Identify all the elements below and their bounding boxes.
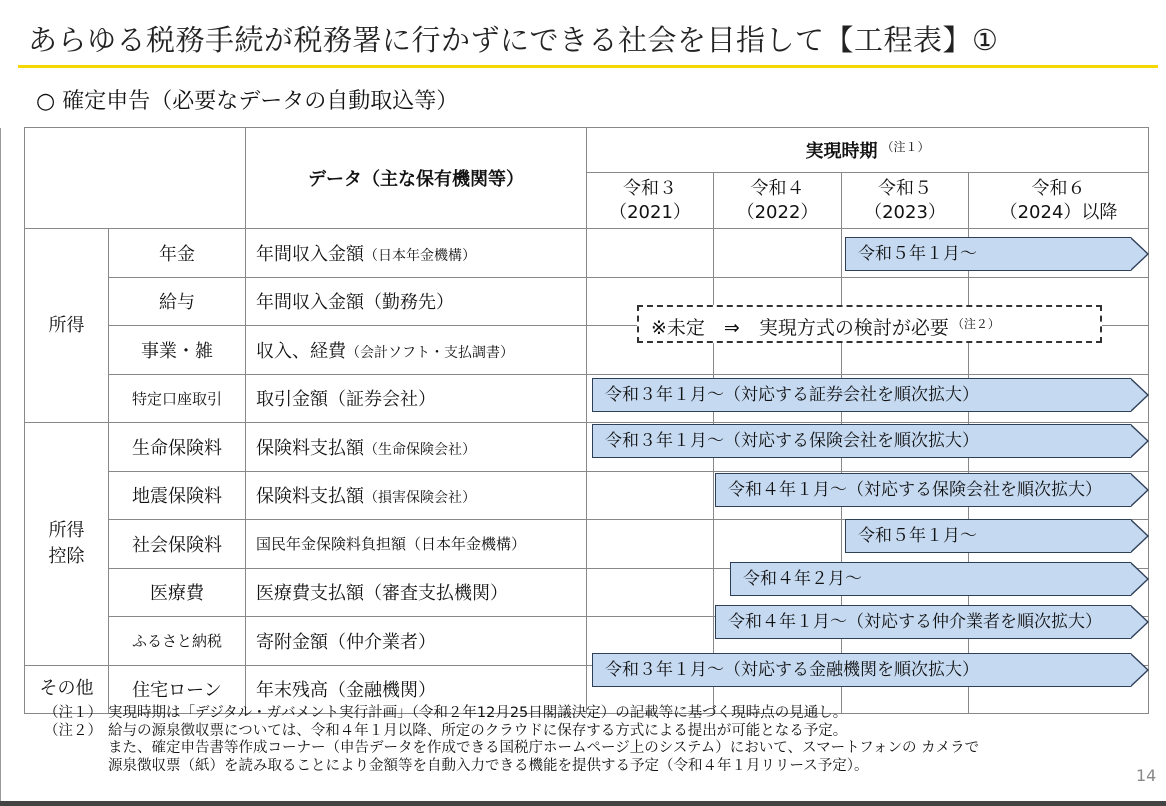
data-cell: 収入、経費（会計ソフト・支払調書） <box>246 326 587 375</box>
item-label: 特定口座取引 <box>109 374 246 423</box>
timeline-arrow-housing-loan: 令和３年１月～（対応する金融機関を順次拡大） <box>592 653 1131 687</box>
item-label: ふるさと納税 <box>109 617 246 666</box>
timeline-arrow-social-insurance: 令和５年１月～ <box>845 519 1131 553</box>
timeline-arrow-medical: 令和４年２月～ <box>730 562 1131 596</box>
header-year-2024: 令和６ （2024）以降 <box>969 173 1149 229</box>
timeline-arrow-furusato: 令和４年１月～（対応する仲介業者を順次拡大） <box>715 605 1131 639</box>
category-deduction: 所得 控除 <box>25 423 109 666</box>
data-cell: 取引金額（証券会社） <box>246 374 587 423</box>
header-year-2022: 令和４ （2022） <box>714 173 842 229</box>
header-data: データ（主な保有機関等） <box>246 128 587 229</box>
header-year-2023: 令和５ （2023） <box>842 173 969 229</box>
page-title: あらゆる税務手続が税務署に行かずにできる社会を目指して【工程表】① <box>28 23 999 57</box>
category-income: 所得 <box>25 229 109 423</box>
frame-bottom-edge <box>0 801 1166 806</box>
item-label: 地震保険料 <box>109 471 246 520</box>
item-label: 医療費 <box>109 568 246 617</box>
item-label: 給与 <box>109 277 246 326</box>
footnotes <box>44 705 979 775</box>
item-label: 社会保険料 <box>109 520 246 569</box>
header-period: 実現時期 $^{(注1)}$ <box>587 128 1149 173</box>
data-cell: 寄附金額（仲介業者） <box>246 617 587 666</box>
timeline-arrow-pension: 令和５年１月～ <box>845 237 1131 271</box>
data-cell: 保険料支払額（損害保険会社） <box>246 471 587 520</box>
page-number: 14 <box>1136 766 1157 785</box>
category-other: その他 <box>25 665 109 714</box>
header-blank <box>25 128 246 229</box>
data-cell: 年間収入金額（日本年金機構） <box>246 229 587 278</box>
data-cell: 年末残高（金融機関） <box>246 665 587 714</box>
frame-left-edge <box>0 128 1 806</box>
footnote-1: （注１） 実現時期は「デジタル・ガバメント実行計画」（令和２年12月25日閣議決定）の記載等に基づく現時点の見通し。 <box>44 705 848 721</box>
data-cell: 医療費支払額（審査支払機関） <box>246 568 587 617</box>
item-label: 年金 <box>109 229 246 278</box>
data-cell: 国民年金保険料負担額（日本年金機構） <box>246 520 587 569</box>
timeline-arrow-securities: 令和３年１月～（対応する証券会社を順次拡大） <box>592 378 1131 412</box>
data-cell: 年間収入金額（勤務先） <box>246 277 587 326</box>
item-label: 生命保険料 <box>109 423 246 472</box>
footnote-2-cont: 源泉徴収票（紙）を読み取ることにより金額等を自動入力できる機能を提供する予定（令和４年１月リリース予定）。 <box>108 757 869 774</box>
undecided-note-box: ※未定 ⇒ 実現方式の検討が必要 $^{(注2)}$ <box>637 305 1102 343</box>
footnote-2-cont: また、確定申告書等作成コーナー（申告データを作成できる国税庁ホームページ上のシステム）において、スマートフォンの カメラで <box>108 740 980 756</box>
header-year-2021: 令和３ （2021） <box>587 173 714 229</box>
item-label: 事業・雑 <box>109 326 246 375</box>
data-cell: 保険料支払額（生命保険会社） <box>246 423 587 472</box>
title-underline <box>18 65 1158 68</box>
section-subtitle: ○ 確定申告（必要なデータの自動取込等） <box>36 89 459 114</box>
timeline-arrow-earthquake-insurance: 令和４年１月～（対応する保険会社を順次拡大） <box>715 473 1131 507</box>
timeline-arrow-life-insurance: 令和３年１月～（対応する保険会社を順次拡大） <box>592 424 1131 458</box>
item-label: 住宅ローン <box>109 665 246 714</box>
footnote-2: （注２） 給与の源泉徴収票については、令和４年１月以降、所定のクラウドに保存する方式による提出が可能となる予定。 <box>44 722 848 739</box>
